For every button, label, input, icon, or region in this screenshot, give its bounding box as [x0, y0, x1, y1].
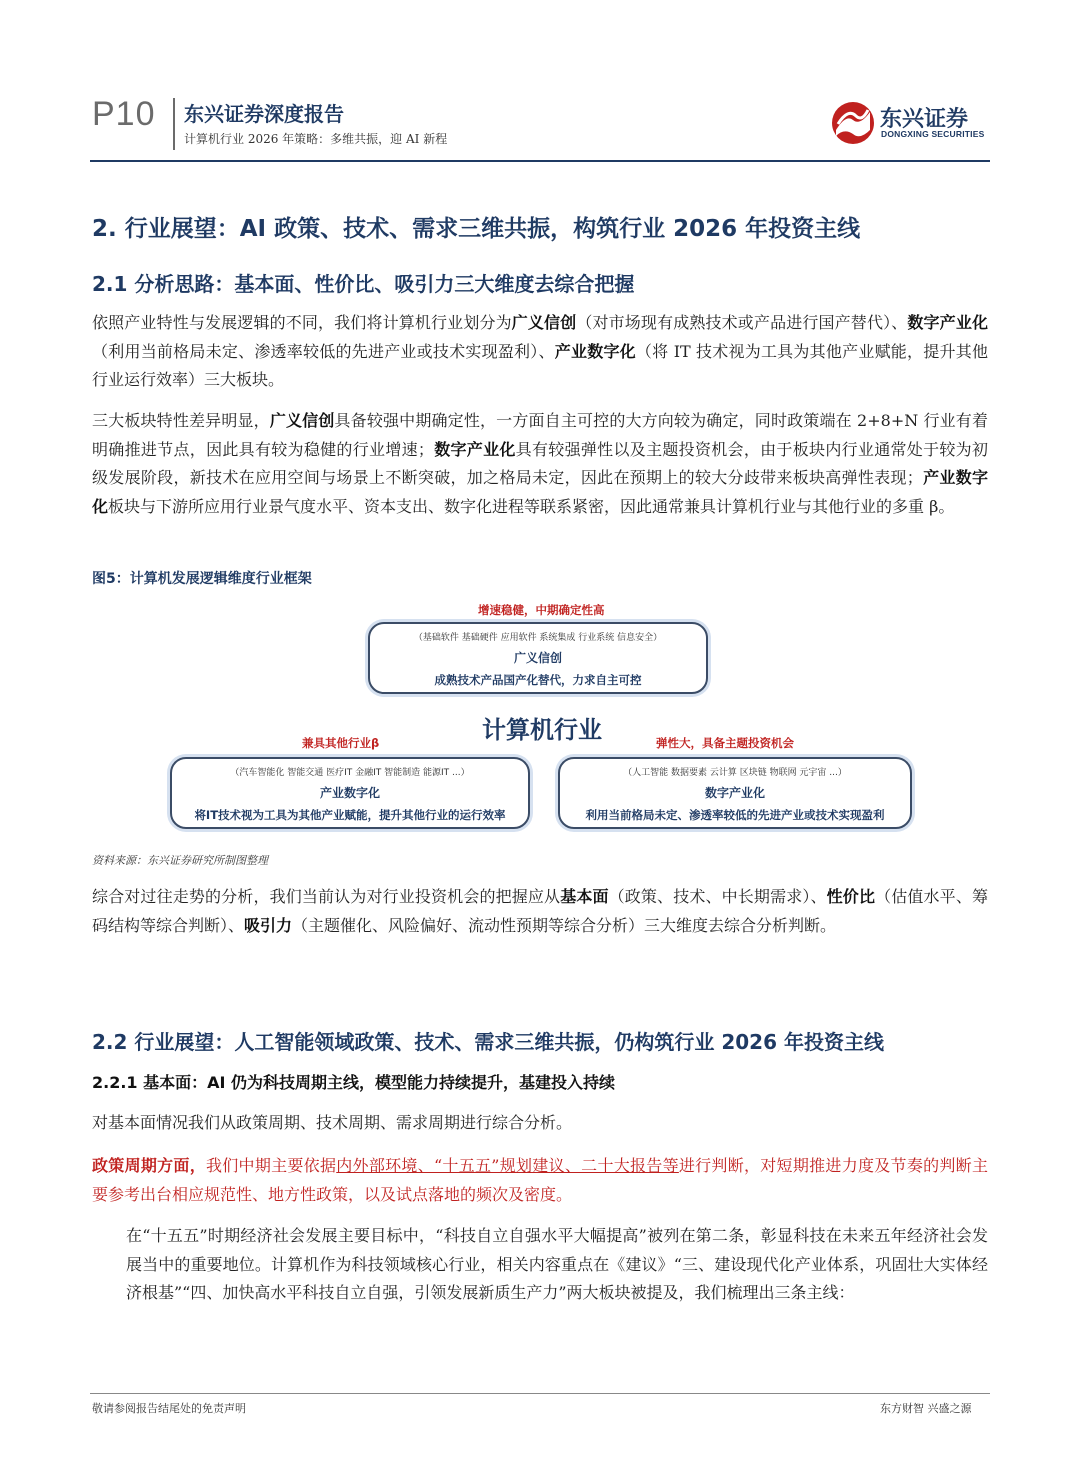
box-chanye-shuzihua	[170, 757, 530, 829]
paragraph-dimensions: 综合对过往走势的分析，我们当前认为对行业投资机会的把握应从基本面（政策、技术、中长期需求）、性价比（估值水平、筹码结构等综合判断）、吸引力（主题催化、风险偏好、流动性预期等综合分析）三大维度去综合分析判断。	[92, 887, 988, 935]
report-subtitle: 计算机行业 2026 年策略：多维共振，迎 AI 新程	[184, 132, 448, 146]
left-red-label: 兼具其他行业β	[302, 736, 380, 750]
box-name: 产业数字化	[319, 786, 380, 800]
paragraph-sector-traits: 三大板块特性差异明显，广义信创具备较强中期确定性，一方面自主可控的大方向较为确定，同时政策端在 2+8+N 行业有着明确推进节点，因此具有较为稳健的行业增速；数字产业化具有较强弹性以及主题投资机会，由于板块内行业通常处于较为初级发展阶段，新技术在应用空间与场景上不断突破，加之格局未定，因此在预期上的较大分歧带来板块高弹性表现；产业数字化板块与下游所应用行业景气度水平、资本支出、数字化进程等联系紧密，因此通常兼具计算机行业与其他行业的多重 β。	[92, 411, 988, 516]
paragraph-policy-cycle: 政策周期方面，我们中期主要依据内外部环境、“十五五”规划建议、二十大报告等进行判断，对短期推进力度及节奏的判断主要参考出台相应规范性、地方性政策，以及试点落地的频次及密度。	[92, 1156, 988, 1204]
box-name: 数字产业化	[704, 786, 765, 800]
section-2-1-heading: 2.1 分析思路：基本面、性价比、吸引力三大维度去综合把握	[92, 272, 635, 296]
footer-disclaimer: 敬请参阅报告结尾处的免责声明	[92, 1402, 246, 1415]
top-red-label: 增速稳健，中期确定性高	[478, 603, 605, 617]
section-2-heading: 2. 行业展望：AI 政策、技术、需求三维共振，构筑行业 2026 年投资主线	[92, 216, 861, 242]
section-2-2-1-heading: 2.2.1 基本面：AI 仍为科技周期主线，模型能力持续提升，基建投入持续	[92, 1073, 616, 1092]
box-shuzi-chanyehua	[558, 757, 912, 829]
box-examples: （汽车智能化 智能交通 医疗IT 金融IT 智能制造 能源IT ...）	[230, 768, 470, 778]
box-guangyi-xinchuang	[368, 622, 708, 694]
page-number: P10	[92, 95, 156, 133]
logo-text-cn: 东兴证券	[880, 107, 969, 132]
paragraph-sectors: 依照产业特性与发展逻辑的不同，我们将计算机行业划分为广义信创（对市场现有成熟技术或产品进行国产替代）、数字产业化（利用当前格局未定、渗透率较低的先进产业或技术实现盈利）、产业数字化（将 IT 技术视为工具为其他产业赋能，提升其他行业运行效率）三大板块。	[92, 313, 988, 389]
logo-text-en: DONGXING SECURITIES	[881, 129, 985, 139]
box-examples: （人工智能 数据要素 云计算 区块链 物联网 元宇宙 ...）	[623, 768, 847, 778]
diagram-center-title: 计算机行业	[482, 716, 602, 744]
box-desc: 将IT技术视为工具为其他产业赋能，提升其他行业的运行效率	[194, 808, 506, 822]
footer-slogan: 东方财智 兴盛之源	[880, 1402, 972, 1415]
figure-source: 资料来源：东兴证券研究所制图整理	[92, 854, 268, 867]
box-name: 广义信创	[513, 651, 562, 665]
box-desc: 利用当前格局未定、渗透率较低的先进产业或技术实现盈利	[585, 808, 885, 822]
figure-title: 图5：计算机发展逻辑维度行业框架	[92, 571, 312, 587]
right-red-label: 弹性大，具备主题投资机会	[656, 736, 794, 750]
header-divider	[173, 98, 175, 150]
paragraph-fundamentals: 对基本面情况我们从政策周期、技术周期、需求周期进行综合分析。	[92, 1113, 573, 1132]
section-2-2-heading: 2.2 行业展望：人工智能领域政策、技术、需求三维共振，仍构筑行业 2026 年投资主线	[92, 1030, 884, 1054]
logo-emblem-icon	[830, 100, 876, 146]
footer-rule	[90, 1393, 990, 1394]
box-examples: （基础软件 基础硬件 应用软件 系统集成 行业系统 信息安全）	[413, 633, 663, 643]
company-logo	[830, 100, 990, 146]
box-desc: 成熟技术产品国产化替代，力求自主可控	[434, 673, 642, 687]
paragraph-15th-plan: 在“十五五”时期经济社会发展主要目标中，“科技自立自强水平大幅提高”被列在第二条，彰显科技在未来五年经济社会发展当中的重要地位。计算机作为科技领域核心行业，相关内容重点在《建议》“三、建设现代化产业体系，巩固壮大实体经济根基”“四、加快高水平科技自立自强，引领发展新质生产力”两大板块被提及，我们梳理出三条主线：	[126, 1226, 988, 1302]
report-title: 东兴证券深度报告	[184, 102, 344, 126]
header-rule	[90, 160, 990, 162]
